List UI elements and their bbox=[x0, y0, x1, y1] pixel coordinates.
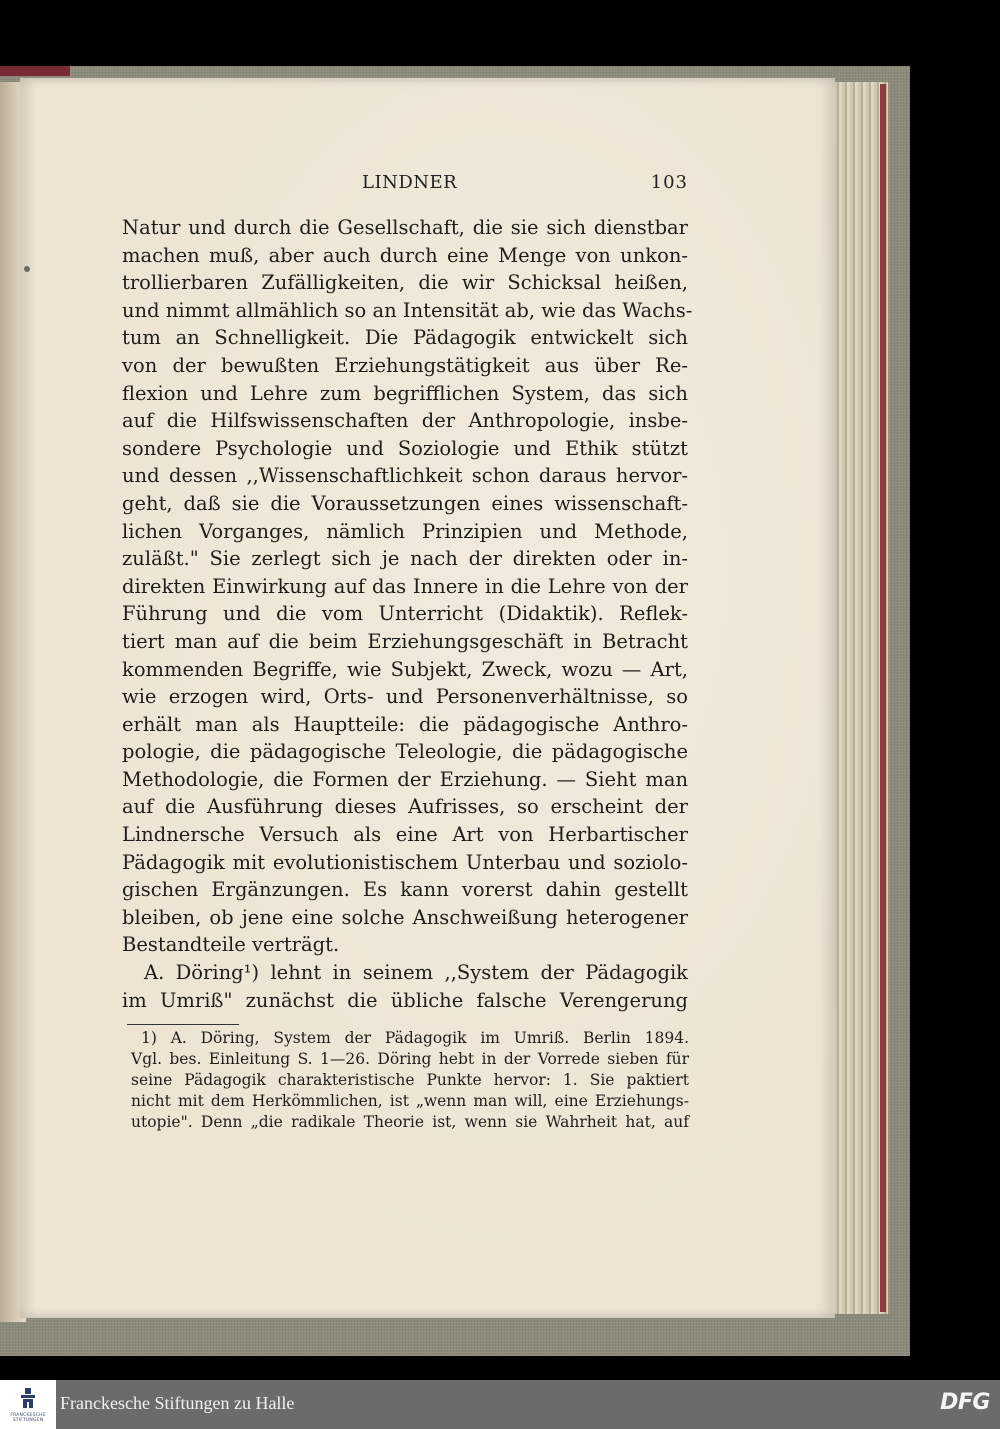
text-line: kommenden Begriffe, wie Subjekt, Zweck, wozu — Art, bbox=[122, 657, 688, 681]
text-line: im Umriß" zunächst die übliche falsche Verengerung bbox=[122, 988, 688, 1012]
text-line-paragraph-end: Bestandteile verträgt. bbox=[122, 933, 340, 957]
text-line: lichen Vorganges, nämlich Prinzipien und Methode, bbox=[122, 519, 688, 543]
text-line: und dessen ,,Wissenschaftlichkeit schon daraus hervor- bbox=[122, 464, 688, 488]
text-line: gischen Ergänzungen. Es kann vorerst dahin gestellt bbox=[122, 878, 688, 902]
text-line: Führung und die vom Unterricht (Didaktik). Reflek- bbox=[122, 602, 688, 626]
text-line-paragraph-start: A. Döring¹) lehnt in seinem ,,System der Pädagogik bbox=[144, 961, 688, 985]
text-line: tiert man auf die beim Erziehungsgeschäft in Betracht bbox=[122, 629, 688, 653]
text-line: Methodologie, die Formen der Erziehung. — Sieht man bbox=[122, 767, 688, 791]
text-line: tum an Schnelligkeit. Die Pädagogik entwickelt sich bbox=[122, 326, 688, 350]
cover-spine-band bbox=[0, 66, 70, 76]
footnote-line: nicht mit dem Herkömmlichen, ist „wenn man will, eine Erziehungs- bbox=[131, 1092, 689, 1110]
text-line: trollierbaren Zufälligkeiten, die wir Schicksal heißen, bbox=[122, 271, 688, 295]
footnote-line: Vgl. bes. Einleitung S. 1—26. Döring hebt in der Vorrede sieben für bbox=[131, 1050, 689, 1068]
viewer-footer bbox=[0, 1380, 1000, 1429]
footer-title[interactable]: Franckesche Stiftungen zu Halle bbox=[60, 1393, 295, 1413]
text-line: auf die Ausführung dieses Aufrisses, so erscheint der bbox=[122, 795, 688, 819]
text-line: flexion und Lehre zum begrifflichen System, das sich bbox=[122, 381, 688, 405]
text-line: wie erzogen wird, Orts- und Personenverhältnisse, so bbox=[122, 685, 688, 709]
page-header bbox=[122, 172, 688, 196]
institution-logo[interactable] bbox=[0, 1380, 56, 1429]
text-line: direkten Einwirkung auf das Innere in die Lehre von der bbox=[122, 574, 688, 598]
dfg-logo[interactable]: DFG bbox=[940, 1390, 990, 1415]
text-line: machen muß, aber auch durch eine Menge von unkon- bbox=[122, 243, 688, 267]
page-mark bbox=[24, 266, 30, 272]
text-line: geht, daß sie die Voraussetzungen eines wissenschaft- bbox=[122, 491, 688, 515]
logo-caption: FRANCKESCHE STIFTUNGEN bbox=[10, 1413, 46, 1423]
page-number: 103 bbox=[650, 172, 688, 193]
text-line: pologie, die pädagogische Teleologie, die pädagogische bbox=[122, 740, 688, 764]
text-line: Pädagogik mit evolutionistischem Unterbau und soziolo- bbox=[122, 850, 688, 874]
text-line: erhält man als Hauptteile: die pädagogische Anthro- bbox=[122, 712, 688, 736]
text-line: auf die Hilfswissenschaften der Anthropologie, insbe- bbox=[122, 409, 688, 433]
footnote-rule bbox=[127, 1024, 239, 1025]
page-edge-red-band bbox=[880, 84, 886, 1312]
text-line: Natur und durch die Gesellschaft, die sie sich dienstbar bbox=[122, 216, 688, 239]
text-line: und nimmt allmählich so an Intensität ab, wie das Wachs- bbox=[122, 298, 693, 322]
body-text bbox=[122, 214, 693, 1014]
text-line: sondere Psychologie und Soziologie und Ethik stützt bbox=[122, 436, 688, 460]
footnote-line: utopie". Denn „die radikale Theorie ist, wenn sie Wahrheit hat, auf bbox=[131, 1113, 689, 1131]
text-line: bleiben, ob jene eine solche Anschweißung heterogener bbox=[122, 905, 688, 929]
footnote-line: 1) A. Döring, System der Pädagogik im Umriß. Berlin 1894. bbox=[141, 1029, 689, 1047]
text-line: zuläßt." Sie zerlegt sich je nach der direkten oder in- bbox=[122, 547, 688, 571]
text-line: Lindnersche Versuch als eine Art von Herbartischer bbox=[122, 823, 688, 847]
footnote-line: seine Pädagogik charakteristische Punkte hervor: 1. Sie paktiert bbox=[131, 1071, 689, 1089]
footnotes bbox=[131, 1028, 689, 1133]
running-head: LINDNER bbox=[362, 172, 458, 193]
text-line: von der bewußten Erziehungstätigkeit aus über Re- bbox=[122, 353, 688, 377]
franckesche-logo-icon bbox=[18, 1386, 38, 1410]
